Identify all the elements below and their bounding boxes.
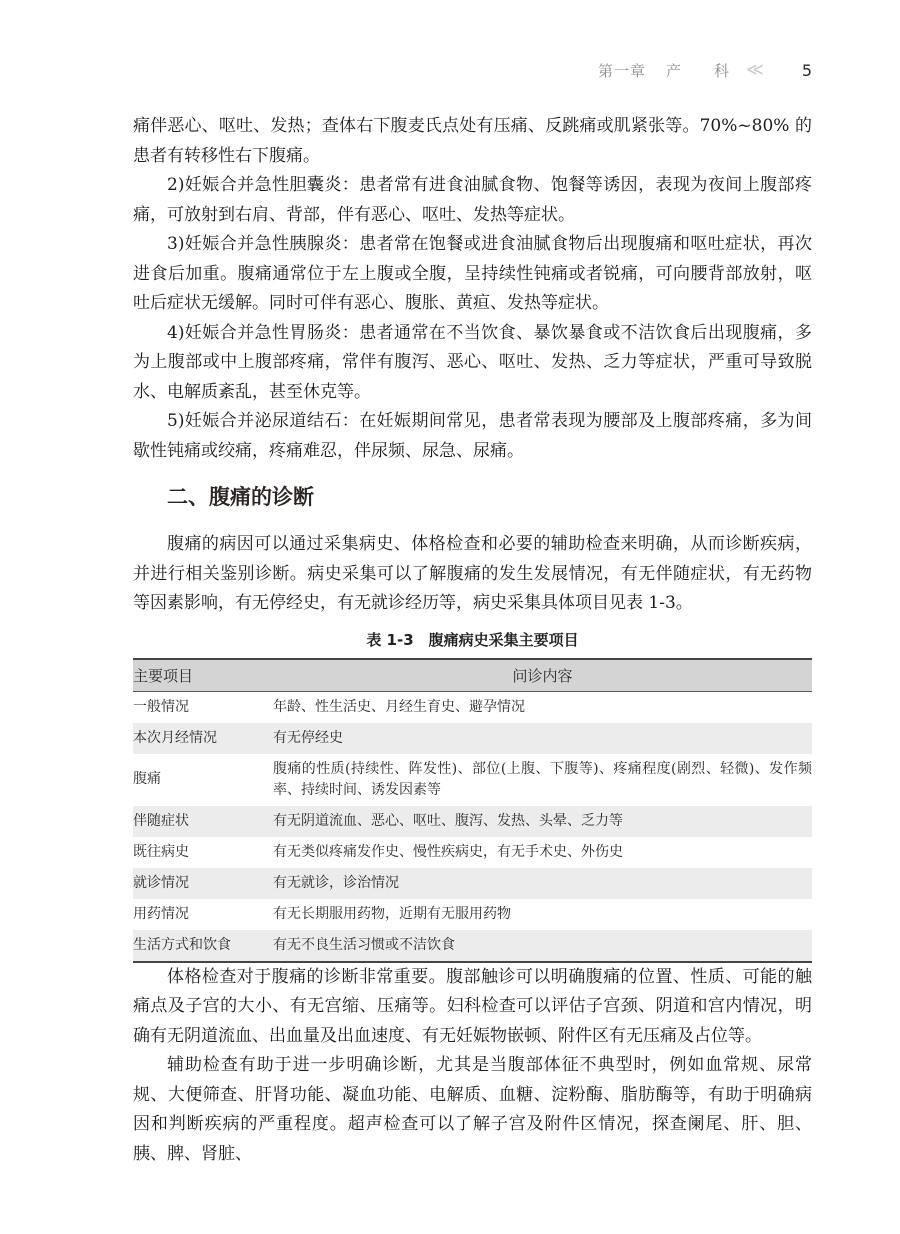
table-row [133,837,812,868]
row-item-value: 年龄、性生活史、月经生育史、避孕情况 [273,698,525,715]
table-row [133,754,812,806]
subject-char-1: 产 [665,62,682,80]
running-head [133,60,812,81]
history-table [133,658,812,963]
row-item-label: 用药情况 [133,905,189,922]
page-content [133,112,812,1169]
body-paragraph-physical-exam: 体格检查对于腹痛的诊断非常重要。腹部触诊可以明确腹痛的位置、性质、可能的触痛点及子宫的大小、有无宫缩、压痛等。妇科检查可以评估子宫颈、阴道和宫内情况，明确有无阴道流血、出血量及出血速度、有无妊娠物嵌顿、附件区有无压痛及占位等。 [133,966,812,1046]
row-item-value: 有无不良生活习惯或不洁饮食 [273,936,455,953]
column-header-item: 主要项目 [133,659,273,692]
table-row [133,930,812,962]
body-paragraph-urinary-stone: 5)妊娠合并泌尿道结石：在妊娠期间常见，患者常表现为腰部及上腹部疼痛，多为间歇性钝痛或绞痛，疼痛难忍，伴尿频、尿急、尿痛。 [133,411,812,461]
row-item-value: 有无停经史 [273,729,343,746]
table-row [133,723,812,754]
row-item-label: 伴随症状 [133,812,189,829]
body-paragraph-auxiliary-exam: 辅助检查有助于进一步明确诊断，尤其是当腹部体征不典型时，例如血常规、尿常规、大便筛查、肝肾功能、凝血功能、电解质、血糖、淀粉酶、脂肪酶等，有助于明确病因和判断疾病的严重程度。超声检查可以了解子宫及附件区情况，探查阑尾、肝、胆、胰、脾、肾脏、 [133,1055,812,1164]
column-header-content: 问诊内容 [273,659,812,692]
body-paragraph-gastroenteritis: 4)妊娠合并急性胃肠炎：患者通常在不当饮食、暴饮暴食或不洁饮食后出现腹痛，多为上腹部或中上腹部疼痛，常伴有腹泻、恶心、呕吐、发热、乏力等症状，严重可导致脱水、电解质紊乱，甚至休克等。 [133,322,812,402]
double-chevron-left-icon: ≪ [746,60,764,80]
subject-char-2: 科 [714,62,731,80]
body-paragraph-cholecystitis: 2)妊娠合并急性胆囊炎：患者常有进食油腻食物、饱餐等诱因，表现为夜间上腹部疼痛，可放射到右肩、背部，伴有恶心、呕吐、发热等症状。 [133,175,812,225]
table-header-row [133,659,812,692]
table-row [133,806,812,837]
row-item-value: 有无类似疼痛发作史、慢性疾病史，有无手术史、外伤史 [273,843,623,860]
table-row [133,899,812,930]
table-body [133,691,812,962]
body-paragraph-pancreatitis: 3)妊娠合并急性胰腺炎：患者常在饱餐或进食油腻食物后出现腹痛和呕吐症状，再次进食后加重。腹痛通常位于左上腹或全腹，呈持续性钝痛或者锐痛，可向腰背部放射，呕吐后症状无缓解。同时可伴有恶心、腹胀、黄疸、发热等症状。 [133,234,812,313]
row-item-label: 生活方式和饮食 [133,936,231,953]
row-item-value: 腹痛的性质(持续性、阵发性)、部位(上腹、下腹等)、疼痛程度(剧烈、轻微)、发作频率、持续时间、诱发因素等 [273,760,812,798]
table-row [133,868,812,899]
page-number: 5 [801,61,812,80]
table-head [133,659,812,692]
row-item-label: 一般情况 [133,698,189,715]
row-item-label: 本次月经情况 [133,729,217,746]
row-item-label: 就诊情况 [133,874,189,891]
section-heading: 二、腹痛的诊断 [167,485,314,509]
chapter-label: 第一章 [597,62,646,80]
row-item-value: 有无长期服用药物，近期有无服用药物 [273,905,511,922]
row-item-label: 腹痛 [133,771,161,787]
body-paragraph-continuation: 痛伴恶心、呕吐、发热；查体右下腹麦氏点处有压痛、反跳痛或肌紧张等。70%~80% 的患者有转移性右下腹痛。 [133,116,812,166]
table-caption: 表 1-3 腹痛病史采集主要项目 [366,630,579,649]
row-item-value: 有无就诊，诊治情况 [273,874,399,891]
row-item-label: 既往病史 [133,843,189,860]
table-row [133,691,812,723]
row-item-value: 有无阴道流血、恶心、呕吐、腹泻、发热、头晕、乏力等 [273,812,623,829]
section-intro-paragraph: 腹痛的病因可以通过采集病史、体格检查和必要的辅助检查来明确，从而诊断疾病，并进行相关鉴别诊断。病史采集可以了解腹痛的发生发展情况，有无伴随症状，有无药物等因素影响，有无停经史，有无就诊经历等，病史采集具体项目见表 1-3。 [133,534,812,613]
